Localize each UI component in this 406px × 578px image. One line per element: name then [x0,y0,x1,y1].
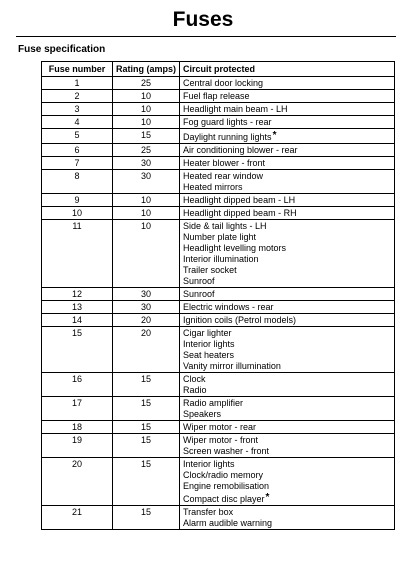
circuit-text: Wiper motor - front [183,435,259,445]
circuit-text: Fog guard lights - rear [183,117,272,127]
circuit-line [183,195,391,206]
footnote-asterisk: * [265,492,270,503]
table-row [42,207,395,220]
rating-cell: 15 [113,506,180,530]
fuse-number-cell: 8 [42,170,113,194]
fuse-number-cell: 21 [42,506,113,530]
circuit-text: Heated rear window [183,171,264,181]
circuit-line [183,435,391,446]
circuit-cell [180,458,395,506]
circuit-text: Heated mirrors [183,182,243,192]
circuit-text: Clock/radio memory [183,470,264,480]
circuit-text: Central door locking [183,78,264,88]
rating-cell: 10 [113,103,180,116]
circuit-line [183,398,391,409]
rating-cell: 15 [113,421,180,434]
circuit-text: Sunroof [183,289,215,299]
fuse-number-cell: 9 [42,194,113,207]
fuse-number-cell: 10 [42,207,113,220]
circuit-text: Number plate light [183,232,257,242]
table-row [42,314,395,327]
fuse-number-cell: 19 [42,434,113,458]
table-row [42,397,395,421]
circuit-line [183,409,391,420]
table-row [42,458,395,506]
circuit-line [183,374,391,385]
circuit-line [183,243,391,254]
circuit-line [183,145,391,156]
circuit-line [183,446,391,457]
circuit-line [183,492,391,505]
circuit-line [183,518,391,529]
circuit-line [183,265,391,276]
circuit-cell [180,434,395,458]
fuse-number-cell: 7 [42,157,113,170]
circuit-line [183,221,391,232]
circuit-line [183,339,391,350]
circuit-text: Wiper motor - rear [183,422,257,432]
circuit-text: Heater blower - front [183,158,266,168]
fuse-number-cell: 12 [42,288,113,301]
table-header-row [42,62,395,77]
table-row [42,301,395,314]
rating-cell: 15 [113,129,180,144]
table-row [42,194,395,207]
circuit-cell [180,194,395,207]
fuse-number-cell: 20 [42,458,113,506]
circuit-cell [180,77,395,90]
circuit-line [183,459,391,470]
table-row [42,421,395,434]
header-circuit: Circuit protected [180,62,395,77]
circuit-line [183,422,391,433]
page-title: Fuses [172,8,234,31]
fuse-number-cell: 1 [42,77,113,90]
circuit-text: Radio amplifier [183,398,244,408]
rating-cell: 15 [113,373,180,397]
circuit-line [183,276,391,287]
header-rating: Rating (amps) [113,62,180,77]
fuse-number-cell: 13 [42,301,113,314]
fuse-number-cell: 15 [42,327,113,373]
circuit-cell [180,373,395,397]
rating-cell: 10 [113,220,180,288]
rating-cell: 30 [113,170,180,194]
circuit-line [183,254,391,265]
circuit-text: Side & tail lights - LH [183,221,267,231]
circuit-text: Interior lights [183,339,235,349]
circuit-text: Speakers [183,409,222,419]
circuit-line [183,117,391,128]
circuit-line [183,232,391,243]
table-row [42,506,395,530]
circuit-line [183,130,391,143]
table-row [42,157,395,170]
circuit-text: Seat heaters [183,350,235,360]
table-row [42,144,395,157]
table-row [42,116,395,129]
rating-cell: 30 [113,301,180,314]
circuit-cell [180,90,395,103]
table-row [42,170,395,194]
rating-cell: 10 [113,116,180,129]
circuit-line [183,78,391,89]
circuit-text: Alarm audible warning [183,518,273,528]
circuit-text: Interior illumination [183,254,259,264]
circuit-cell [180,397,395,421]
fuse-table [41,61,395,530]
header-fuse-number: Fuse number [42,62,113,77]
rating-cell: 20 [113,314,180,327]
circuit-line [183,208,391,219]
circuit-text: Trailer socket [183,265,237,275]
circuit-cell [180,207,395,220]
section-heading: Fuse specification [18,44,106,55]
circuit-text: Headlight dipped beam - RH [183,208,297,218]
circuit-line [183,315,391,326]
circuit-text: Daylight running lights [183,132,272,142]
circuit-text: Transfer box [183,507,234,517]
rating-cell: 15 [113,458,180,506]
fuse-number-cell: 14 [42,314,113,327]
circuit-text: Sunroof [183,276,215,286]
fuse-number-cell: 4 [42,116,113,129]
circuit-text: Electric windows - rear [183,302,274,312]
circuit-line [183,470,391,481]
rating-cell: 10 [113,194,180,207]
rating-cell: 25 [113,77,180,90]
circuit-text: Air conditioning blower - rear [183,145,298,155]
circuit-cell [180,288,395,301]
circuit-cell [180,157,395,170]
circuit-line [183,507,391,518]
rating-cell: 10 [113,207,180,220]
circuit-text: Radio [183,385,207,395]
table-row [42,373,395,397]
fuse-number-cell: 3 [42,103,113,116]
rating-cell: 20 [113,327,180,373]
circuit-cell [180,116,395,129]
circuit-line [183,158,391,169]
circuit-line [183,361,391,372]
fuse-number-cell: 5 [42,129,113,144]
circuit-text: Screen washer - front [183,446,270,456]
rating-cell: 15 [113,397,180,421]
circuit-cell [180,314,395,327]
circuit-cell [180,301,395,314]
table-row [42,77,395,90]
footnote-asterisk: * [272,130,277,141]
rating-cell: 30 [113,157,180,170]
circuit-line [183,302,391,313]
circuit-line [183,171,391,182]
rating-cell: 30 [113,288,180,301]
rating-cell: 10 [113,90,180,103]
circuit-cell [180,103,395,116]
circuit-cell [180,421,395,434]
rating-cell: 25 [113,144,180,157]
table-row [42,103,395,116]
circuit-line [183,350,391,361]
circuit-line [183,328,391,339]
circuit-cell [180,220,395,288]
circuit-text: Headlight dipped beam - LH [183,195,296,205]
circuit-text: Headlight levelling motors [183,243,287,253]
circuit-line [183,289,391,300]
circuit-cell [180,506,395,530]
circuit-text: Vanity mirror illumination [183,361,281,371]
fuse-number-cell: 17 [42,397,113,421]
fuse-number-cell: 16 [42,373,113,397]
circuit-text: Ignition coils (Petrol models) [183,315,297,325]
circuit-line [183,91,391,102]
circuit-line [183,182,391,193]
fuse-number-cell: 18 [42,421,113,434]
circuit-cell [180,144,395,157]
table-row [42,220,395,288]
circuit-line [183,385,391,396]
table-row [42,327,395,373]
fuse-table-body [42,77,395,530]
circuit-cell [180,129,395,144]
circuit-text: Headlight main beam - LH [183,104,288,114]
fuse-number-cell: 6 [42,144,113,157]
circuit-line [183,481,391,492]
table-row [42,129,395,144]
circuit-text: Cigar lighter [183,328,232,338]
table-row [42,288,395,301]
circuit-line [183,104,391,115]
circuit-text: Clock [183,374,206,384]
circuit-cell [180,327,395,373]
circuit-text: Interior lights [183,459,235,469]
title-divider [16,36,396,37]
table-row [42,434,395,458]
circuit-cell [180,170,395,194]
table-row [42,90,395,103]
circuit-text: Compact disc player [183,494,265,504]
rating-cell: 15 [113,434,180,458]
fuse-number-cell: 11 [42,220,113,288]
circuit-text: Engine remobilisation [183,481,270,491]
fuse-number-cell: 2 [42,90,113,103]
circuit-text: Fuel flap release [183,91,250,101]
